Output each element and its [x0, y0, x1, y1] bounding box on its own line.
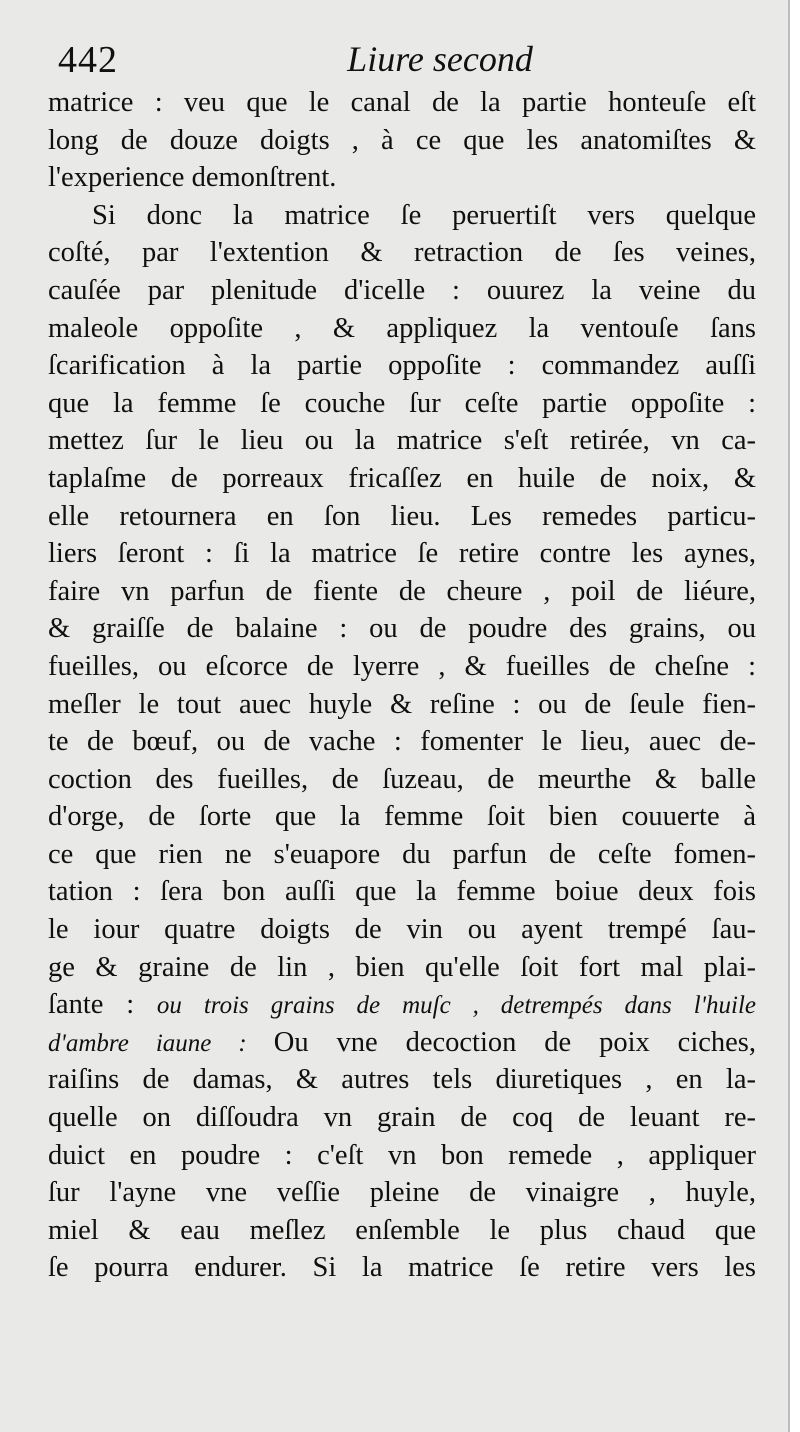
text-line: elle retournera en ſon lieu. Les remedes particu-	[48, 500, 756, 532]
text-line: ſcarification à la partie oppoſite : commandez auſſi	[48, 350, 756, 382]
page-header	[0, 38, 790, 88]
text-line: l'experience demonſtrent.	[48, 162, 337, 194]
text-line-mixed	[48, 986, 756, 1024]
text-line: ce que rien ne s'euapore du parfun de ceſte fomen-	[48, 838, 756, 870]
text-line: miel & eau meſlez enſemble le plus chaud que	[48, 1214, 756, 1246]
text-line: liers ſeront : ſi la matrice ſe retire contre les aynes,	[48, 538, 756, 570]
italic-text: ou trois grains de muſc , detrempés dans l'huile	[156, 992, 756, 1020]
text-line: & graiſſe de balaine : ou de poudre des grains, ou	[48, 613, 756, 645]
text-line: raiſins de damas, & autres tels diuretiques , en la-	[48, 1064, 756, 1096]
text-line: ſe pourra endurer. Si la matrice ſe retire vers les	[48, 1252, 756, 1284]
running-head: Liure second	[347, 39, 533, 79]
text-line: le iour quatre doigts de vin ou ayent trempé ſau-	[48, 914, 756, 946]
text-line: te de bœuf, ou de vache : fomenter le lieu, auec de-	[48, 726, 756, 758]
text-line: quelle on diſſoudra vn grain de coq de leuant re-	[48, 1102, 756, 1134]
text-line: tation : ſera bon auſſi que la femme boiue deux fois	[48, 876, 756, 908]
text-line: maleole oppoſite , & appliquez la ventouſe ſans	[48, 312, 756, 344]
roman-text: ſante :	[48, 989, 157, 1021]
text-line: cauſée par plenitude d'icelle : ouurez la veine du	[48, 274, 756, 306]
text-line: fueilles, ou eſcorce de lyerre , & fueilles de cheſne :	[48, 650, 756, 682]
text-line: matrice : veu que le canal de la partie honteuſe eſt	[48, 87, 756, 118]
text-line: ſur l'ayne vne veſſie pleine de vinaigre , huyle,	[48, 1177, 756, 1209]
text-line: Si donc la matrice ſe peruertiſt vers quelque	[92, 199, 756, 231]
page-number: 442	[58, 39, 118, 81]
text-line: meſler le tout auec huyle & reſine : ou de ſeule fien-	[48, 688, 756, 720]
text-line: d'orge, de ſorte que la femme ſoit bien couuerte à	[48, 801, 756, 833]
text-line: que la femme ſe couche ſur ceſte partie oppoſite :	[48, 387, 756, 419]
text-line: ge & graine de lin , bien qu'elle ſoit fort mal plai-	[48, 951, 756, 983]
text-line: coſté, par l'extention & retraction de ſes veines,	[48, 237, 756, 269]
italic-text: d'ambre iaune :	[48, 1029, 274, 1057]
text-line: faire vn parfun de fiente de cheure , poil de liéure,	[48, 575, 756, 607]
text-line: long de douze doigts , à ce que les anatomiſtes &	[48, 124, 756, 156]
text-line: coction des fueilles, de ſuzeau, de meurthe & balle	[48, 763, 756, 795]
roman-text: Ou vne decoction de poix ciches,	[273, 1026, 756, 1058]
text-line-mixed	[48, 1024, 756, 1062]
body-text	[48, 84, 756, 1287]
text-line: mettez ſur le lieu ou la matrice s'eſt retirée, vn ca-	[48, 425, 756, 457]
text-line: duict en poudre : c'eſt vn bon remede , appliquer	[48, 1139, 756, 1171]
text-line: taplaſme de porreaux fricaſſez en huile de noix, &	[48, 462, 756, 494]
